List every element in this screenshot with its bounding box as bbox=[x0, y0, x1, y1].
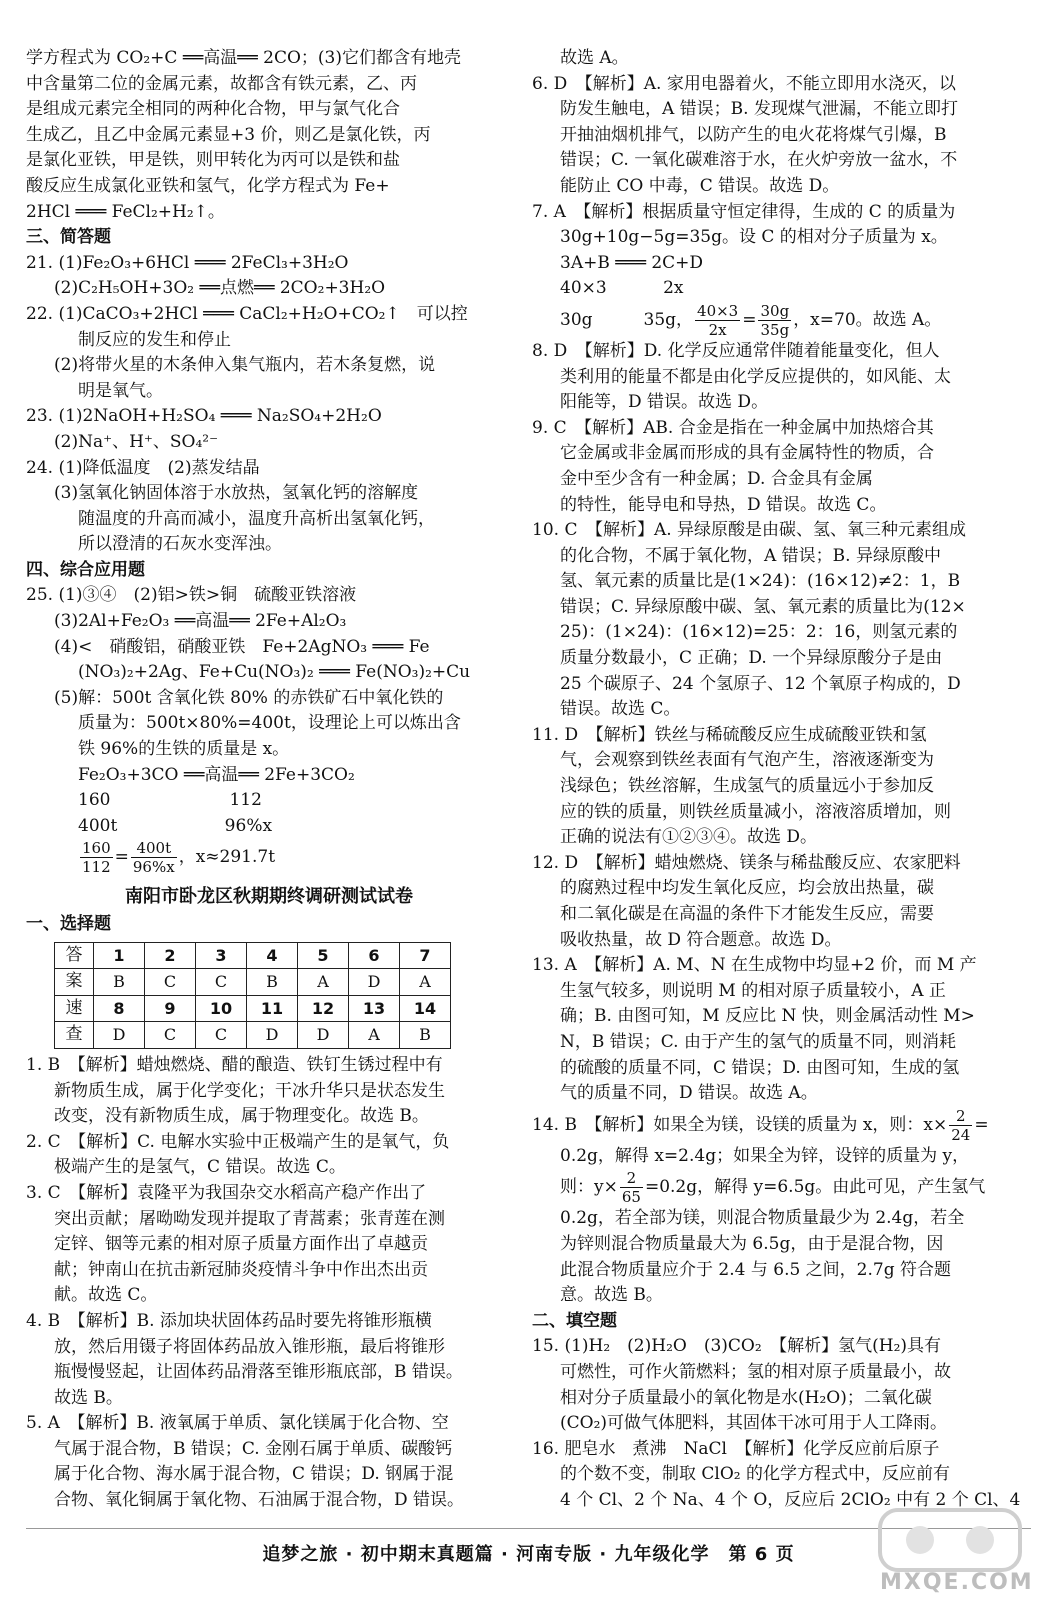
text-line: 新物质生成，属于化学变化；干冰升华只是状态发生 bbox=[54, 1080, 445, 1101]
text-line: (2)C₂H₅OH+3O₂ ══点燃══ 2CO₂+3H₂O bbox=[54, 278, 386, 299]
text-line: 铁 96%的生铁的质量是 x。 bbox=[78, 739, 290, 760]
text-line: 6. D 【解析】A. 家用电器着火，不能立即用水浇灭，以 bbox=[532, 73, 956, 94]
text-line: (2)Na⁺、H⁺、SO₄²⁻ bbox=[54, 431, 219, 452]
text-line: 气的质量不同，D 错误。故选 A。 bbox=[560, 1083, 818, 1104]
calc-7-fraction: 30g 35g， $\frac{40\times 3}{2x}$ = $\frac{30g}{35g}$ ，x=70。故选 A。 bbox=[560, 301, 942, 339]
text-line: Fe₂O₃+3CO ══高温══ 2Fe+3CO₂ bbox=[78, 764, 355, 785]
right-text-block bbox=[532, 46, 1030, 302]
left-text-block bbox=[26, 46, 512, 839]
text-line: 15. (1)H₂ (2)H₂O (3)CO₂ 【解析】氢气(H₂)具有 bbox=[532, 1336, 942, 1357]
answer-cell: A bbox=[349, 1022, 400, 1049]
text-line: 放，然后用镊子将固体药品放入锥形瓶，最后将锥形 bbox=[54, 1336, 445, 1357]
answer-cell: C bbox=[196, 969, 247, 996]
text-line: 5. A 【解析】B. 液氧属于单质、氯化镁属于化合物、空 bbox=[26, 1413, 449, 1434]
answer-cell: D bbox=[247, 1022, 298, 1049]
text-line: 随温度的升高而减小，温度升高析出氢氧化钙， bbox=[78, 508, 435, 529]
text-line: (CO₂)可做气体肥料，其固体干冰可用于人工降雨。 bbox=[560, 1413, 948, 1434]
fraction: $\frac{400t}{96\%x}$ bbox=[132, 839, 175, 877]
text-line: 质量为：500t×80%=400t，设理论上可以炼出含 bbox=[78, 713, 461, 734]
answer-cell: 7 bbox=[400, 942, 451, 969]
answer-cell: A bbox=[400, 969, 451, 996]
watermark-text: MXQE.COM bbox=[880, 1570, 1034, 1595]
answer-cell: 12 bbox=[298, 995, 349, 1022]
calc-14-line: 0.2g，解得 x=2.4g；如果全为锌，设锌的质量为 y， bbox=[560, 1145, 970, 1166]
answer-cell: 案 bbox=[55, 969, 94, 996]
text-line: 开抽油烟机排气，以防产生的电火花将煤气引爆，B bbox=[560, 124, 947, 145]
text-line: 为锌则混合物质量最大为 6.5g，由于是混合物，因 bbox=[560, 1233, 944, 1254]
section-heading: 四、综合应用题 bbox=[26, 559, 145, 580]
fraction: $\frac{40\times 3}{2x}$ bbox=[697, 301, 739, 339]
text-line: 瓶慢慢竖起，让固体药品滑落至锥形瓶底部，B 错误。 bbox=[54, 1362, 463, 1383]
text-line: 3. C 【解析】袁隆平为我国杂交水稻高产稳产作出了 bbox=[26, 1182, 427, 1203]
text-line: 气属于混合物，B 错误；C. 金刚石属于单质、碳酸钙 bbox=[54, 1438, 453, 1459]
text-line: 13. A 【解析】A. M、N 在生成物中均显+2 价，而 M 产 bbox=[532, 955, 977, 976]
section-heading: 一、选择题 bbox=[26, 914, 111, 934]
text-line: 7. A 【解析】根据质量守恒定律得，生成的 C 的质量为 bbox=[532, 201, 956, 222]
calc-25-fraction: $\frac{160}{112}$ = $\frac{400t}{96\%x}$ ，x≈291.7t bbox=[82, 839, 276, 877]
text-line: 改变，没有新物质生成，属于物理变化。故选 B。 bbox=[54, 1106, 429, 1127]
text-line: (3)2Al+Fe₂O₃ ══高温══ 2Fe+Al₂O₃ bbox=[54, 611, 347, 632]
text-line: N，B 错误；C. 由于产生的氢气的质量不同，则消耗 bbox=[560, 1031, 956, 1052]
text-line: 24. (1)降低温度 (2)蒸发结晶 bbox=[26, 457, 260, 478]
fraction: $\frac{160}{112}$ bbox=[82, 839, 111, 877]
text-line: 金中至少含有一种金属；D. 合金具有金属 bbox=[560, 468, 873, 489]
calc-14-line: 则：y× $\frac{2}{65}$ =0.2g，解得 y=6.5g。由此可见，产生氢气 bbox=[560, 1169, 986, 1207]
text-line: 错误；C. 异绿原酸中碳、氢、氧元素的质量比为(12× bbox=[560, 596, 966, 617]
answer-cell: A bbox=[298, 969, 349, 996]
answer-cell: 6 bbox=[349, 942, 400, 969]
text-line: 11. D 【解析】铁丝与稀硫酸反应生成硫酸亚铁和氢 bbox=[532, 724, 927, 745]
text-line: 25)：(1×24)：(16×12)=25：2：16，则氢元素的 bbox=[560, 622, 958, 643]
text-line: (5)解：500t 含氧化铁 80% 的赤铁矿石中氧化铁的 bbox=[54, 687, 444, 708]
text-line: 22. (1)CaCO₃+2HCl ═══ CaCl₂+H₂O+CO₂↑ 可以控 bbox=[26, 303, 468, 324]
text-line: 生成乙，且乙中金属元素显+3 价，则乙是氯化铁，丙 bbox=[26, 124, 431, 145]
answer-cell: 13 bbox=[349, 995, 400, 1022]
text-line: 属于化合物、海水属于混合物，C 错误；D. 钢属于混 bbox=[54, 1464, 454, 1485]
answer-cell: D bbox=[298, 1022, 349, 1049]
text-line: 是组成元素完全相同的两种化合物，甲与氯气化合 bbox=[26, 99, 400, 120]
fraction: $\frac{2}{65}$ bbox=[621, 1169, 641, 1207]
answer-cell: B bbox=[247, 969, 298, 996]
text-line: 意。故选 B。 bbox=[560, 1285, 663, 1306]
text-line: 故选 B。 bbox=[54, 1387, 123, 1408]
text-line: 酸反应生成氯化亚铁和氢气，化学方程式为 Fe+ bbox=[26, 175, 390, 196]
text-line: 25 个碳原子、24 个氢原子、12 个氧原子构成的，D bbox=[560, 673, 961, 694]
text-line: 错误。故选 C。 bbox=[560, 699, 681, 720]
text-line: 定锌、铟等元素的相对原子质量方面作出了卓越贡 bbox=[54, 1234, 428, 1255]
text-line: 此混合物质量应介于 2.4 与 6.5 之间，2.7g 符合题 bbox=[560, 1259, 952, 1280]
text-line: 阳能等，D 错误。故选 D。 bbox=[560, 392, 769, 413]
text-line: 质量分数最小，C 正确；D. 一个异绿原酸分子是由 bbox=[560, 648, 943, 669]
answer-cell: 答 bbox=[55, 942, 94, 969]
text-line: 30g+10g−5g=35g。设 C 的相对分子质量为 x。 bbox=[560, 227, 948, 248]
text-line: 2. C 【解析】C. 电解水实验中正极端产生的是氧气，负 bbox=[26, 1131, 450, 1152]
text-line: 明是氧气。 bbox=[78, 380, 163, 401]
text-line: 40×3 2x bbox=[560, 278, 684, 299]
text-line: 是氯化亚铁，甲是铁，则甲转化为丙可以是铁和盐 bbox=[26, 150, 400, 171]
right-text-block bbox=[532, 1206, 1030, 1513]
text-line: 学方程式为 CO₂+C ══高温══ 2CO；(3)它们都含有地壳 bbox=[26, 48, 462, 68]
answer-cell: D bbox=[94, 1022, 145, 1049]
answer-cell: B bbox=[94, 969, 145, 996]
text-line: 所以澄清的石灰水变浑浊。 bbox=[78, 534, 282, 555]
text-line: 1. B 【解析】蜡烛燃烧、醋的酿造、铁钉生锈过程中有 bbox=[26, 1054, 443, 1075]
text-line: (3)氢氧化钠固体溶于水放热，氢氧化钙的溶解度 bbox=[54, 483, 419, 504]
text-line: 能防止 CO 中毒，C 错误。故选 D。 bbox=[560, 175, 840, 196]
text-line: 8. D 【解析】D. 化学反应通常伴随着能量变化，但人 bbox=[532, 340, 940, 361]
text-line: 的硫酸的质量不同，C 错误；D. 由图可知，生成的氢 bbox=[560, 1057, 960, 1078]
text-line: 制反应的发生和停止 bbox=[78, 329, 231, 350]
text-line: 3A+B ═══ 2C+D bbox=[560, 252, 704, 273]
answer-cell: 8 bbox=[94, 995, 145, 1022]
text-line: 中含量第二位的金属元素，故都含有铁元素，乙、丙 bbox=[26, 73, 417, 94]
text-line: 突出贡献；屠呦呦发现并提取了青蒿素；张青莲在测 bbox=[54, 1208, 445, 1229]
text-line: 的化合物，不属于氧化物，A 错误；B. 异绿原酸中 bbox=[560, 545, 941, 566]
text-line: 确；B. 由图可知，M 反应比 N 快，则金属活动性 M> bbox=[560, 1006, 975, 1027]
fraction: $\frac{2}{24}$ bbox=[951, 1106, 971, 1144]
text-line: 2HCl ═══ FeCl₂+H₂↑。 bbox=[26, 201, 225, 222]
text-line: 4 个 Cl、2 个 Na、4 个 O，反应后 2ClO₂ 中有 2 个 Cl、4 bbox=[560, 1489, 1021, 1510]
text-line: 9. C 【解析】AB. 合金是指在一种金属中加热熔合其 bbox=[532, 417, 934, 438]
text-line: (NO₃)₂+2Ag、Fe+Cu(NO₃)₂ ═══ Fe(NO₃)₂+Cu bbox=[78, 662, 471, 683]
text-line: 的腐熟过程中均发生氧化反应，均会放出热量，碳 bbox=[560, 878, 934, 899]
answer-cell: C bbox=[145, 1022, 196, 1049]
text-line: 浅绿色；铁丝溶解，生成氢气的质量远小于参加反 bbox=[560, 776, 934, 797]
text-line: 21. (1)Fe₂O₃+6HCl ═══ 2FeCl₃+3H₂O bbox=[26, 252, 349, 273]
text-line: 和二氧化碳是在高温的条件下才能发生反应，需要 bbox=[560, 904, 934, 924]
text-line: 相对分子质量最小的氧化物是水(H₂O)；二氧化碳 bbox=[560, 1387, 932, 1408]
answer-cell: 3 bbox=[196, 942, 247, 969]
text-line: 正确的说法有①②③④。故选 D。 bbox=[560, 827, 818, 848]
text-line: 献；钟南山在抗击新冠肺炎疫情斗争中作出杰出贡 bbox=[54, 1259, 428, 1280]
left-column bbox=[26, 46, 512, 1514]
answer-cell: 10 bbox=[196, 995, 247, 1022]
text-line: 氢、氧元素的质量比是(1×24)：(16×12)≠2：1，B bbox=[560, 571, 961, 592]
answer-cell: 5 bbox=[298, 942, 349, 969]
text-line: 吸收热量，故 D 符合题意。故选 D。 bbox=[560, 929, 842, 950]
answer-cell: D bbox=[349, 969, 400, 996]
text-line: 极端产生的是氢气，C 错误。故选 C。 bbox=[54, 1157, 346, 1178]
text-line: 0.2g，若全部为镁，则混合物质量最少为 2.4g，若全 bbox=[560, 1208, 965, 1229]
answer-cell: C bbox=[196, 1022, 247, 1049]
section-heading: 三、简答题 bbox=[26, 227, 111, 248]
answer-cell: 9 bbox=[145, 995, 196, 1022]
answer-cell: 查 bbox=[55, 1022, 94, 1049]
answer-cell: 2 bbox=[145, 942, 196, 969]
answer-cell: 14 bbox=[400, 995, 451, 1022]
text-line: 应的铁的质量，则铁丝质量减小，溶液溶质增加，则 bbox=[560, 801, 951, 822]
answer-cell: 速 bbox=[55, 995, 94, 1022]
text-line: 4. B 【解析】B. 添加块状固体药品时要先将锥形瓶横 bbox=[26, 1310, 432, 1331]
text-line: 可燃性，可作火箭燃料；氢的相对原子质量最小，故 bbox=[560, 1361, 951, 1382]
text-line: 生氢气较多，则说明 M 的相对原子质量较小，A 正 bbox=[560, 980, 946, 1001]
text-line: 它金属或非金属而形成的具有金属特性的物质，合 bbox=[560, 443, 934, 464]
exam-title: 南阳市卧龙区秋期期终调研测试试卷 bbox=[125, 886, 413, 908]
answer-cell: 4 bbox=[247, 942, 298, 969]
text-line: 错误；C. 一氧化碳难溶于水，在火炉旁放一盆水，不 bbox=[560, 150, 958, 171]
text-line: (4)< 硝酸铝，硝酸亚铁 Fe+2AgNO₃ ═══ Fe bbox=[54, 636, 430, 657]
text-line: 160 112 bbox=[78, 790, 262, 811]
answer-cell: B bbox=[400, 1022, 451, 1049]
text-line: 16. 肥皂水 煮沸 NaCl 【解析】化学反应前后原子 bbox=[532, 1438, 940, 1459]
section-heading: 二、填空题 bbox=[532, 1310, 617, 1331]
text-line: 防发生触电，A 错误；B. 发现煤气泄漏，不能立即打 bbox=[560, 99, 958, 120]
text-line: 10. C 【解析】A. 异绿原酸是由碳、氢、氧三种元素组成 bbox=[532, 520, 967, 541]
text-line: 气，会观察到铁丝表面有气泡产生，溶液逐渐变为 bbox=[560, 750, 934, 771]
text-line: 25. (1)③④ (2)铝>铁>铜 硫酸亚铁溶液 bbox=[26, 585, 357, 606]
text-line: 类利用的能量不都是由化学反应提供的，如风能、太 bbox=[560, 366, 951, 387]
text-line: 23. (1)2NaOH+H₂SO₄ ═══ Na₂SO₄+2H₂O bbox=[26, 406, 382, 427]
text-line: 400t 96%x bbox=[78, 815, 273, 836]
text-line: 献。故选 C。 bbox=[54, 1285, 158, 1306]
answer-table bbox=[54, 942, 451, 1049]
fraction: $\frac{30g}{35g}$ bbox=[760, 301, 790, 339]
text-line: 的特性，能导电和导热，D 错误。故选 C。 bbox=[560, 494, 887, 515]
text-line: 合物、氧化铜属于氧化物、石油属于混合物，D 错误。 bbox=[54, 1490, 465, 1511]
text-line: 12. D 【解析】蜡烛燃烧、镁条与稀盐酸反应、农家肥料 bbox=[532, 852, 961, 873]
calc-14-line: 14. B 【解析】如果全为镁，设镁的质量为 x，则：x× $\frac{2}{24}$ = bbox=[532, 1106, 989, 1144]
right-text-block bbox=[532, 339, 1030, 1107]
page-footer: 追梦之旅 · 初中期末真题篇 · 河南专版 · 九年级化学 第 6 页 bbox=[262, 1544, 795, 1565]
text-line: 的个数不变，制取 ClO₂ 的化学方程式中，反应前有 bbox=[560, 1464, 951, 1485]
answer-cell: 11 bbox=[247, 995, 298, 1022]
right-column bbox=[532, 46, 1030, 1513]
answer-cell: 1 bbox=[94, 942, 145, 969]
text-line: 故选 A。 bbox=[560, 48, 629, 68]
left-text-block bbox=[26, 1053, 512, 1514]
text-line: (2)将带火星的木条伸入集气瓶内，若木条复燃，说 bbox=[54, 355, 436, 376]
answer-cell: C bbox=[145, 969, 196, 996]
